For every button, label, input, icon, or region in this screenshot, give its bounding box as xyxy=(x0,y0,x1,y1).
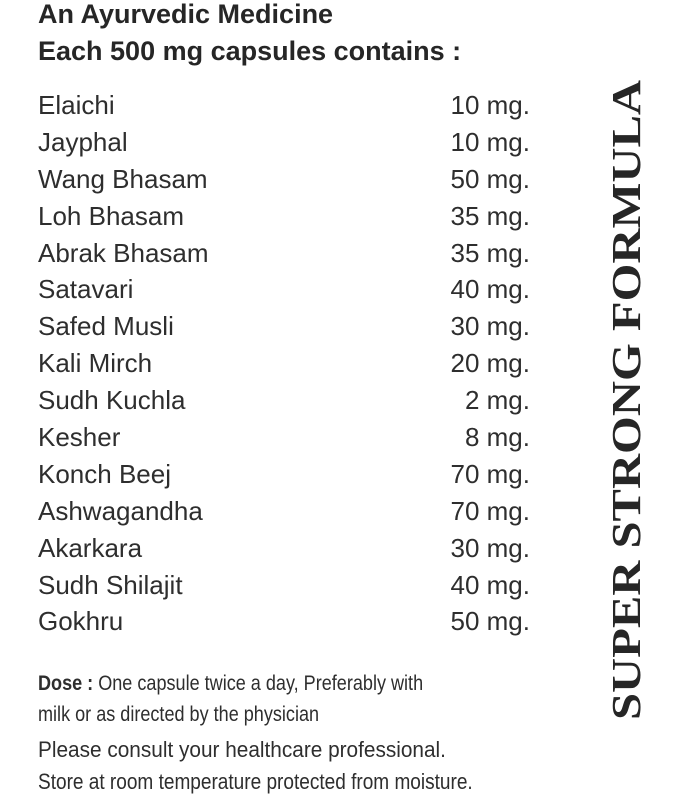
ingredient-row xyxy=(38,201,530,238)
ingredient-amount: 70 mg. xyxy=(450,495,530,526)
dose-instructions xyxy=(38,668,442,730)
dose-label: Dose : xyxy=(38,672,94,695)
ingredient-name: Safed Musli xyxy=(38,311,174,342)
ingredient-amount: 2 mg. xyxy=(464,385,530,416)
ingredient-amount: 10 mg. xyxy=(450,90,530,120)
ingredient-name: Elaichi xyxy=(38,90,115,120)
consult-note: Please consult your healthcare professional. xyxy=(38,737,446,762)
side-title-graphic xyxy=(586,76,666,724)
ingredient-row xyxy=(38,348,530,385)
ingredient-name: Kesher xyxy=(38,422,121,453)
ingredient-name: Wang Bhasam xyxy=(38,163,208,194)
ingredient-name: Kali Mirch xyxy=(38,348,153,379)
side-title-text: SUPER STRONG FORMULA xyxy=(603,180,649,720)
ingredient-amount: 50 mg. xyxy=(450,606,530,637)
ingredient-name: Akarkara xyxy=(38,532,143,563)
ingredient-name: Gokhru xyxy=(38,606,124,637)
ingredient-amount: 70 mg. xyxy=(450,458,530,489)
ingredient-amount: 30 mg. xyxy=(450,532,530,563)
ingredient-amount: 8 mg. xyxy=(464,422,530,453)
ingredient-row xyxy=(38,422,530,459)
ingredient-row xyxy=(38,311,530,348)
dose-text: One capsule twice a day, Preferably with milk or as directed by the physician xyxy=(38,672,424,726)
label-header xyxy=(38,0,461,70)
ingredient-name: Jayphal xyxy=(38,126,128,157)
ingredient-amount: 35 mg. xyxy=(450,200,530,231)
ingredient-amount: 35 mg. xyxy=(450,237,530,268)
ingredient-amount: 40 mg. xyxy=(450,274,530,305)
ingredient-name: Abrak Bhasam xyxy=(38,237,209,268)
ingredient-name: Satavari xyxy=(38,274,134,305)
ingredient-amount: 50 mg. xyxy=(450,163,530,194)
ingredient-amount: 10 mg. xyxy=(450,126,530,157)
ingredient-name: Ashwagandha xyxy=(38,495,203,526)
ingredient-row xyxy=(38,570,530,607)
ingredient-row xyxy=(38,274,530,311)
ingredient-row xyxy=(38,90,530,127)
ingredient-name: Sudh Shilajit xyxy=(38,569,183,600)
ingredient-amount: 20 mg. xyxy=(450,348,530,379)
ingredient-row xyxy=(38,533,530,570)
header-line-1: An Ayurvedic Medicine xyxy=(38,0,334,29)
storage-note: Store at room temperature protected from moisture. xyxy=(38,769,473,794)
ingredient-row xyxy=(38,606,530,643)
ingredient-row xyxy=(38,164,530,201)
ingredient-row xyxy=(38,127,530,164)
ingredient-name: Konch Beej xyxy=(38,458,171,489)
ingredient-list xyxy=(38,90,530,643)
header-line-2: Each 500 mg capsules contains : xyxy=(38,36,462,66)
ingredient-name: Loh Bhasam xyxy=(38,200,184,231)
ingredient-row xyxy=(38,459,530,496)
side-title xyxy=(586,76,666,724)
ingredient-amount: 30 mg. xyxy=(450,311,530,342)
ingredient-row xyxy=(38,496,530,533)
ingredient-amount: 40 mg. xyxy=(450,569,530,600)
ingredient-row xyxy=(38,385,530,422)
ingredient-name: Sudh Kuchla xyxy=(38,385,186,416)
ingredient-row xyxy=(38,238,530,275)
